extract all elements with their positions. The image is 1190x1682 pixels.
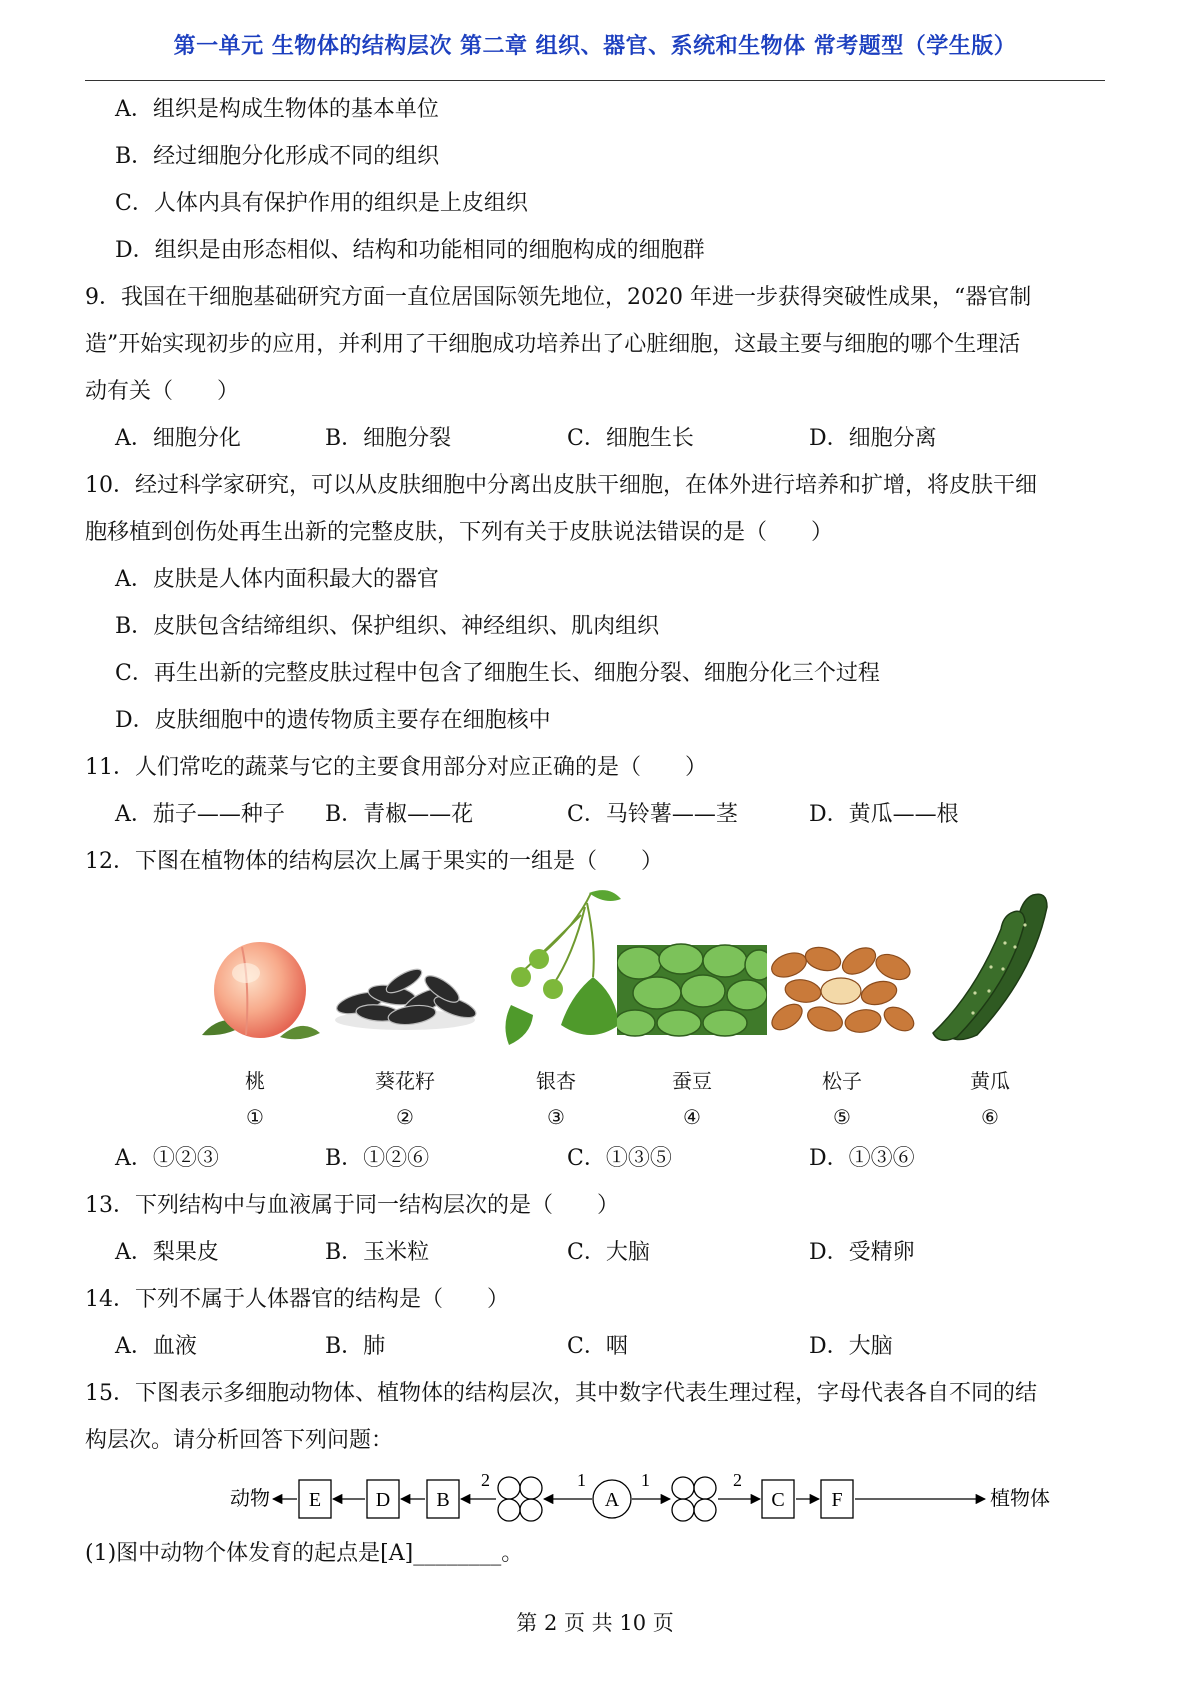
q10-option-d: D．皮肤细胞中的遗传物质主要存在细胞核中 (115, 708, 551, 733)
q12-options (85, 1135, 1105, 1182)
figure-num-1: ① (246, 1105, 264, 1129)
q11-stem: 11．人们常吃的蔬菜与它的主要食用部分对应正确的是（ ） (85, 755, 707, 780)
diagram-box-b-label: B (436, 1489, 450, 1511)
q8-option-a: A．组织是构成生物体的基本单位 (115, 97, 439, 122)
figure-label-ginkgo: 银杏 (536, 1069, 576, 1093)
q10-stem-line-1: 10．经过科学家研究，可以从皮肤细胞中分离出皮肤干细胞，在体外进行培养和扩增，将皮肤干细 (85, 473, 1037, 498)
q9-stem-line-3: 动有关（ ） (85, 379, 240, 404)
figure-item-peach (180, 885, 330, 1131)
q15-stem-line-1: 15．下图表示多细胞动物体、植物体的结构层次，其中数字代表生理过程，字母代表各自不同的结 (85, 1381, 1037, 1406)
q13-option-a: A．梨果皮 (115, 1240, 219, 1265)
q9-option-b: B．细胞分裂 (325, 426, 452, 451)
q8-option-d: D．组织是由形态相似、结构和功能相同的细胞构成的细胞群 (115, 238, 705, 263)
figure-num-6: ⑥ (981, 1105, 999, 1129)
q13-stem: 13．下列结构中与血液属于同一结构层次的是（ ） (85, 1193, 619, 1218)
figure-item-pine-nuts (767, 885, 917, 1131)
q9-option-a: A．细胞分化 (115, 426, 241, 451)
q9-option-c: C．细胞生长 (567, 426, 694, 451)
figure-label-broad-beans: 蚕豆 (672, 1069, 712, 1093)
ginkgo-image (481, 885, 631, 1055)
page-content (85, 86, 1105, 1577)
figure-label-sunflower-seeds: 葵花籽 (375, 1069, 435, 1093)
page-footer (0, 1608, 1190, 1638)
q12-option-d: D．①③⑥ (809, 1146, 915, 1171)
diagram-step-2-left: 2 (481, 1470, 490, 1490)
q14-options (85, 1323, 1105, 1370)
q15-stem-line-2: 构层次。请分析回答下列问题： (85, 1428, 394, 1453)
q10-option-a: A．皮肤是人体内面积最大的器官 (115, 567, 439, 592)
diagram-cells-left (498, 1477, 542, 1521)
page-number: 第 2 页 共 10 页 (516, 1611, 674, 1635)
q13-option-c: C．大脑 (567, 1240, 650, 1265)
q15-sub-question-1: (1)图中动物个体发育的起点是[A]________。 (85, 1541, 524, 1566)
diagram-cells-right (672, 1477, 716, 1521)
q9-options (85, 415, 1105, 462)
q9-stem-line-1: 9．我国在干细胞基础研究方面一直位居国际领先地位，2020 年进一步获得突破性成果，“器官制 (85, 285, 1032, 310)
q12-option-a: A．①②③ (115, 1146, 219, 1171)
diagram-box-e-label: E (308, 1489, 322, 1511)
q12-option-c: C．①③⑤ (567, 1146, 672, 1171)
diagram-label-animal: 动物 (230, 1486, 270, 1510)
q8-option-b: B．经过细胞分化形成不同的组织 (115, 144, 440, 169)
q11-option-a: A．茄子——种子 (115, 802, 285, 827)
q14-option-b: B．肺 (325, 1334, 386, 1359)
q11-option-b: B．青椒——花 (325, 802, 474, 827)
q9-option-d: D．细胞分离 (809, 426, 937, 451)
peach-image (180, 885, 330, 1055)
q14-stem: 14．下列不属于人体器官的结构是（ ） (85, 1287, 509, 1312)
figure-num-3: ③ (547, 1105, 565, 1129)
q12-option-b: B．①②⑥ (325, 1146, 430, 1171)
figure-num-2: ② (396, 1105, 414, 1129)
page-title: 第一单元 生物体的结构层次 第二章 组织、器官、系统和生物体 常考题型（学生版） (173, 34, 1017, 59)
q13-options (85, 1229, 1105, 1276)
diagram-label-plant: 植物体 (990, 1486, 1050, 1510)
hierarchy-diagram-svg (85, 1464, 1105, 1530)
diagram-step-2-right: 2 (733, 1470, 742, 1490)
q11-option-d: D．黄瓜——根 (809, 802, 959, 827)
figure-item-ginkgo (481, 885, 631, 1131)
pine-nuts-image (767, 885, 917, 1055)
q9-stem-line-2: 造”开始实现初步的应用，并利用了干细胞成功培养出了心脏细胞，这最主要与细胞的哪个生理活 (85, 332, 1021, 357)
q11-option-c: C．马铃薯——茎 (567, 802, 738, 827)
diagram-box-c-label: C (771, 1489, 785, 1511)
sunflower-seeds-image (330, 885, 480, 1055)
figure-num-4: ④ (683, 1105, 701, 1129)
q8-option-c: C．人体内具有保护作用的组织是上皮组织 (115, 191, 528, 216)
figure-item-broad-beans (617, 885, 767, 1131)
figure-item-cucumber (915, 885, 1065, 1131)
q13-option-b: B．玉米粒 (325, 1240, 430, 1265)
broad-beans-image (617, 885, 767, 1055)
q10-option-b: B．皮肤包含结缔组织、保护组织、神经组织、肌肉组织 (115, 614, 660, 639)
figure-num-5: ⑤ (833, 1105, 851, 1129)
page-header (85, 30, 1105, 81)
diagram-cell-a-label: A (604, 1489, 620, 1511)
q12-figure (85, 885, 1105, 1135)
figure-item-sunflower-seeds (330, 885, 480, 1131)
q14-option-d: D．大脑 (809, 1334, 893, 1359)
diagram-step-1-right: 1 (641, 1470, 650, 1490)
structure-hierarchy-diagram (85, 1464, 1105, 1530)
cucumber-image (915, 885, 1065, 1055)
figure-label-pine-nuts: 松子 (822, 1069, 862, 1093)
figure-label-peach: 桃 (245, 1069, 265, 1093)
diagram-step-1-left: 1 (577, 1470, 586, 1490)
diagram-box-d-label: D (375, 1489, 391, 1511)
figure-label-cucumber: 黄瓜 (970, 1069, 1010, 1093)
diagram-box-f-label: F (831, 1489, 843, 1511)
q14-option-c: C．咽 (567, 1334, 628, 1359)
q14-option-a: A．血液 (115, 1334, 197, 1359)
q10-stem-line-2: 胞移植到创伤处再生出新的完整皮肤，下列有关于皮肤说法错误的是（ ） (85, 520, 834, 545)
q11-options (85, 791, 1105, 838)
q12-stem: 12．下图在植物体的结构层次上属于果实的一组是（ ） (85, 849, 663, 874)
q10-option-c: C．再生出新的完整皮肤过程中包含了细胞生长、细胞分裂、细胞分化三个过程 (115, 661, 880, 686)
q13-option-d: D．受精卵 (809, 1240, 915, 1265)
